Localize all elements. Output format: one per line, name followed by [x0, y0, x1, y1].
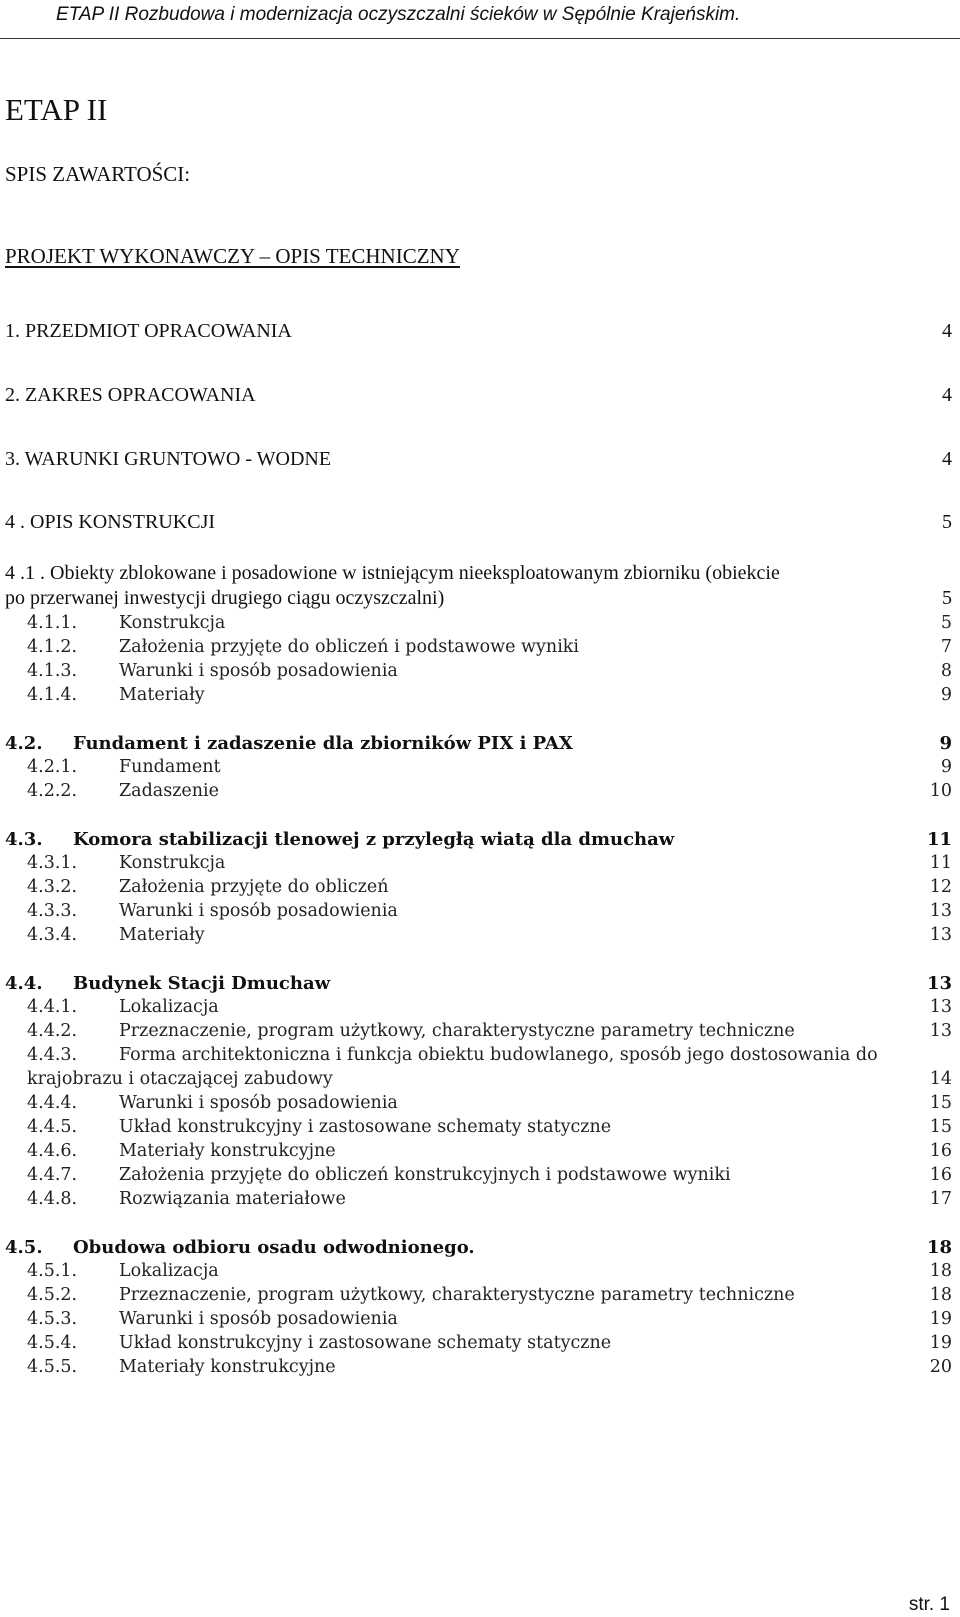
toc-entry-title: 2. ZAKRES OPRACOWANIA	[5, 384, 256, 406]
toc-subentry-number: 4.1.3.	[27, 661, 78, 681]
heading-project: PROJEKT WYKONAWCZY – OPIS TECHNICZNY	[5, 244, 460, 268]
toc-subentry-page: 13	[929, 925, 952, 945]
toc-subentry-title: Lokalizacja	[119, 997, 219, 1017]
toc-entry-page: 4	[942, 384, 952, 406]
toc-section-title: Fundament i zadaszenie dla zbiorników PIX i PAX	[73, 733, 573, 754]
toc-subentry-title: Materiały konstrukcyjne	[119, 1141, 336, 1161]
header-divider	[0, 38, 960, 39]
toc-subentry-page: 18	[929, 1261, 952, 1281]
toc-entry-title: po przerwanej inwestycji drugiego ciągu oczyszczalni)	[5, 587, 445, 609]
toc-subentry-number: 4.4.1.	[27, 997, 78, 1017]
toc-subentry-page: 5	[940, 613, 952, 633]
toc-subentry-title: Konstrukcja	[119, 613, 226, 633]
toc-subentry-page: 18	[929, 1285, 952, 1305]
heading-contents: SPIS ZAWARTOŚCI:	[5, 162, 191, 186]
toc-subentry-number: 4.2.2.	[27, 781, 78, 801]
toc-subentry-title: Zadaszenie	[119, 781, 220, 801]
toc-entry-4-1-line1[interactable]: 4 .1 . Obiekty zblokowane i posadowione w istniejącym nieeksploatowanym zbiorniku (obiekcie	[5, 562, 780, 584]
toc-subentry-title: Materiały	[119, 925, 205, 945]
toc-subentry-number: 4.3.2.	[27, 877, 78, 897]
toc-section-number: 4.2.	[5, 733, 43, 754]
toc-section-number: 4.5.	[5, 1237, 43, 1258]
toc-subentry-page: 12	[929, 877, 952, 897]
toc-subentry-number: 4.4.5.	[27, 1117, 78, 1137]
toc-entry-page: 5	[942, 587, 952, 609]
toc-subentry-title: Warunki i sposób posadowienia	[119, 661, 398, 681]
toc-section-page: 13	[926, 973, 952, 994]
toc-subentry-number: 4.4.6.	[27, 1141, 78, 1161]
toc-subentry-number: 4.4.3.	[27, 1045, 78, 1065]
toc-subentry-title: Lokalizacja	[119, 1261, 219, 1281]
toc-subentry-number: 4.3.1.	[27, 853, 78, 873]
heading-etap: ETAP II	[5, 92, 108, 127]
toc-subentry-number: 4.4.4.	[27, 1093, 78, 1113]
toc-entry-page: 4	[942, 320, 952, 342]
toc-entry-title: 1. PRZEDMIOT OPRACOWANIA	[5, 320, 292, 342]
toc-subentry-title: Fundament	[119, 757, 221, 777]
toc-subentry-page: 19	[929, 1309, 952, 1329]
toc-subentry-page: 8	[940, 661, 952, 681]
toc-subentry-page: 11	[929, 853, 952, 873]
toc-subentry-page: 13	[929, 901, 952, 921]
toc-subentry-number: 4.5.4.	[27, 1333, 78, 1353]
toc-subentry-number: 4.4.8.	[27, 1189, 78, 1209]
toc-entry-page: 5	[942, 511, 952, 533]
toc-subentry-number: 4.2.1.	[27, 757, 78, 777]
toc-section-title: Obudowa odbioru osadu odwodnionego.	[73, 1237, 475, 1258]
toc-subentry-number: 4.4.2.	[27, 1021, 78, 1041]
toc-entry-title: 3. WARUNKI GRUNTOWO - WODNE	[5, 448, 332, 470]
toc-subentry-title: Układ konstrukcyjny i zastosowane schematy statyczne	[119, 1333, 612, 1353]
toc-section-page: 11	[926, 829, 952, 850]
toc-subentry-title: Założenia przyjęte do obliczeń konstrukcyjnych i podstawowe wyniki	[119, 1165, 731, 1185]
toc-subentry-page: 7	[940, 637, 952, 657]
toc-section-title: Komora stabilizacji tlenowej z przyległą wiatą dla dmuchaw	[73, 829, 675, 850]
toc-subentry-title: Układ konstrukcyjny i zastosowane schematy statyczne	[119, 1117, 612, 1137]
toc-subentry-page: 16	[929, 1165, 952, 1185]
toc-section-number: 4.3.	[5, 829, 43, 850]
toc-subentry-title: Przeznaczenie, program użytkowy, charakterystyczne parametry techniczne	[119, 1285, 795, 1305]
toc-subentry-title: Założenia przyjęte do obliczeń i podstawowe wyniki	[119, 637, 579, 657]
toc-subentry-title: Przeznaczenie, program użytkowy, charakterystyczne parametry techniczne	[119, 1021, 795, 1041]
toc-subentry-title: Warunki i sposób posadowienia	[119, 901, 398, 921]
toc-subentry-page: 17	[929, 1189, 952, 1209]
toc-section-page: 18	[926, 1237, 952, 1258]
toc-subentry-page: 20	[929, 1357, 952, 1377]
toc-subentry-number: 4.1.1.	[27, 613, 78, 633]
toc-subentry-title: Rozwiązania materiałowe	[119, 1189, 346, 1209]
toc-subentry-number: 4.5.2.	[27, 1285, 78, 1305]
toc-section-page: 9	[939, 733, 952, 754]
toc-section-title: Budynek Stacji Dmuchaw	[73, 973, 331, 994]
toc-subentry-page: 9	[940, 757, 952, 777]
toc-subentry-title: Forma architektoniczna i funkcja obiektu budowlanego, sposób jego dostosowania do	[119, 1045, 878, 1065]
toc-subentry-number: 4.5.1.	[27, 1261, 78, 1281]
toc-subentry-page: 19	[929, 1333, 952, 1353]
toc-subentry-page: 9	[940, 685, 952, 705]
toc-entry-title: 4 . OPIS KONSTRUKCJI	[5, 511, 216, 533]
toc-subentry-number: 4.1.4.	[27, 685, 78, 705]
toc-subentry-title: Warunki i sposób posadowienia	[119, 1309, 398, 1329]
toc-subentry-title: Warunki i sposób posadowienia	[119, 1093, 398, 1113]
toc-subentry-title: Założenia przyjęte do obliczeń	[119, 877, 389, 897]
toc-subentry-page: 14	[929, 1069, 952, 1089]
toc-subentry-page: 15	[929, 1117, 952, 1137]
toc-subentry-number: 4.3.3.	[27, 901, 78, 921]
toc-subentry-title: Konstrukcja	[119, 853, 226, 873]
toc-subentry-page: 15	[929, 1093, 952, 1113]
toc-subentry-title: Materiały konstrukcyjne	[119, 1357, 336, 1377]
toc-subentry-page: 10	[929, 781, 952, 801]
toc-subentry-number: 4.5.3.	[27, 1309, 78, 1329]
page-number: str. 1	[908, 1594, 950, 1615]
toc-section-number: 4.4.	[5, 973, 43, 994]
toc-subentry-number: 4.4.7.	[27, 1165, 78, 1185]
page-header: ETAP II Rozbudowa i modernizacja oczyszczalni ścieków w Sępólnie Krajeńskim.	[56, 4, 741, 25]
toc-subentry-page: 13	[929, 997, 952, 1017]
toc-subentry-page: 16	[929, 1141, 952, 1161]
toc-subentry-page: 13	[929, 1021, 952, 1041]
toc-subentry-title: Materiały	[119, 685, 205, 705]
toc-subentry-number: 4.3.4.	[27, 925, 78, 945]
toc-subentry-title-continued: krajobrazu i otaczającej zabudowy	[27, 1069, 333, 1089]
toc-subentry-number: 4.1.2.	[27, 637, 78, 657]
toc-entry-page: 4	[942, 448, 952, 470]
toc-subentry-number: 4.5.5.	[27, 1357, 78, 1377]
